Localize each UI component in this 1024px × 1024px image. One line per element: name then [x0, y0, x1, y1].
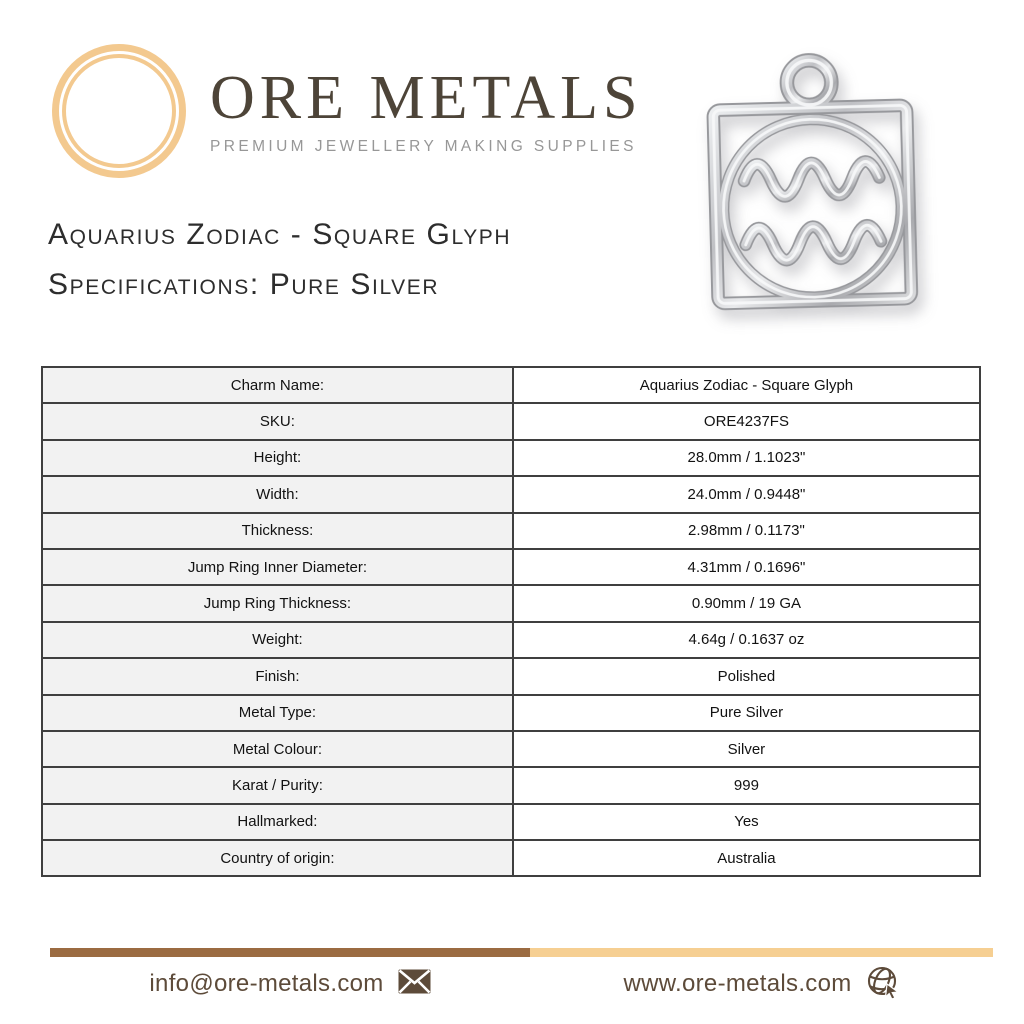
spec-label: Height:: [42, 440, 513, 476]
spec-value: Yes: [513, 804, 980, 840]
divider-brown-segment: [50, 948, 530, 957]
spec-label: Jump Ring Inner Diameter:: [42, 549, 513, 585]
spec-value: 24.0mm / 0.9448": [513, 476, 980, 512]
spec-value: 4.31mm / 0.1696": [513, 549, 980, 585]
product-image: [688, 44, 932, 334]
spec-value: 999: [513, 767, 980, 803]
spec-label: Metal Colour:: [42, 731, 513, 767]
table-row: [42, 513, 980, 549]
globe-cursor-icon: [866, 965, 900, 1004]
divider-tan-segment: [530, 948, 993, 957]
spec-value: Polished: [513, 658, 980, 694]
table-row: [42, 403, 980, 439]
footer-divider: [50, 948, 993, 957]
brand-logo-circle-icon: [52, 44, 186, 178]
spec-value: Australia: [513, 840, 980, 876]
table-row: [42, 585, 980, 621]
table-row: [42, 840, 980, 876]
footer-website-group: [530, 962, 993, 1006]
page-subtitle: Specifications: Pure Silver: [48, 268, 440, 301]
spec-label: Metal Type:: [42, 695, 513, 731]
spec-label: Thickness:: [42, 513, 513, 549]
footer-contact-row: [50, 962, 993, 1006]
brand-name: ORE METALS: [210, 64, 643, 132]
spec-label: SKU:: [42, 403, 513, 439]
spec-value: Silver: [513, 731, 980, 767]
table-row: [42, 367, 980, 403]
table-row: [42, 658, 980, 694]
page-title: Aquarius Zodiac - Square Glyph: [48, 218, 512, 251]
spec-table: [41, 366, 981, 877]
spec-value: 0.90mm / 19 GA: [513, 585, 980, 621]
table-row: [42, 622, 980, 658]
table-row: [42, 440, 980, 476]
brand-text-block: [210, 64, 643, 156]
footer-email-group: [50, 962, 530, 1006]
table-row: [42, 476, 980, 512]
spec-value: ORE4237FS: [513, 403, 980, 439]
envelope-icon: [398, 969, 431, 999]
spec-value: Aquarius Zodiac - Square Glyph: [513, 367, 980, 403]
spec-label: Charm Name:: [42, 367, 513, 403]
brand-tagline: PREMIUM JEWELLERY MAKING SUPPLIES: [210, 138, 637, 156]
table-row: [42, 731, 980, 767]
table-row: [42, 549, 980, 585]
title-block: [48, 220, 511, 300]
spec-label: Karat / Purity:: [42, 767, 513, 803]
spec-value: 28.0mm / 1.1023": [513, 440, 980, 476]
spec-label: Weight:: [42, 622, 513, 658]
aquarius-charm-icon: [684, 41, 936, 337]
spec-label: Hallmarked:: [42, 804, 513, 840]
table-row: [42, 695, 980, 731]
table-row: [42, 804, 980, 840]
table-row: [42, 767, 980, 803]
spec-label: Jump Ring Thickness:: [42, 585, 513, 621]
spec-label: Finish:: [42, 658, 513, 694]
spec-label: Country of origin:: [42, 840, 513, 876]
spec-value: 2.98mm / 0.1173": [513, 513, 980, 549]
spec-value: Pure Silver: [513, 695, 980, 731]
spec-value: 4.64g / 0.1637 oz: [513, 622, 980, 658]
spec-label: Width:: [42, 476, 513, 512]
footer-email: info@ore-metals.com: [149, 970, 384, 997]
footer-website: www.ore-metals.com: [623, 970, 852, 997]
